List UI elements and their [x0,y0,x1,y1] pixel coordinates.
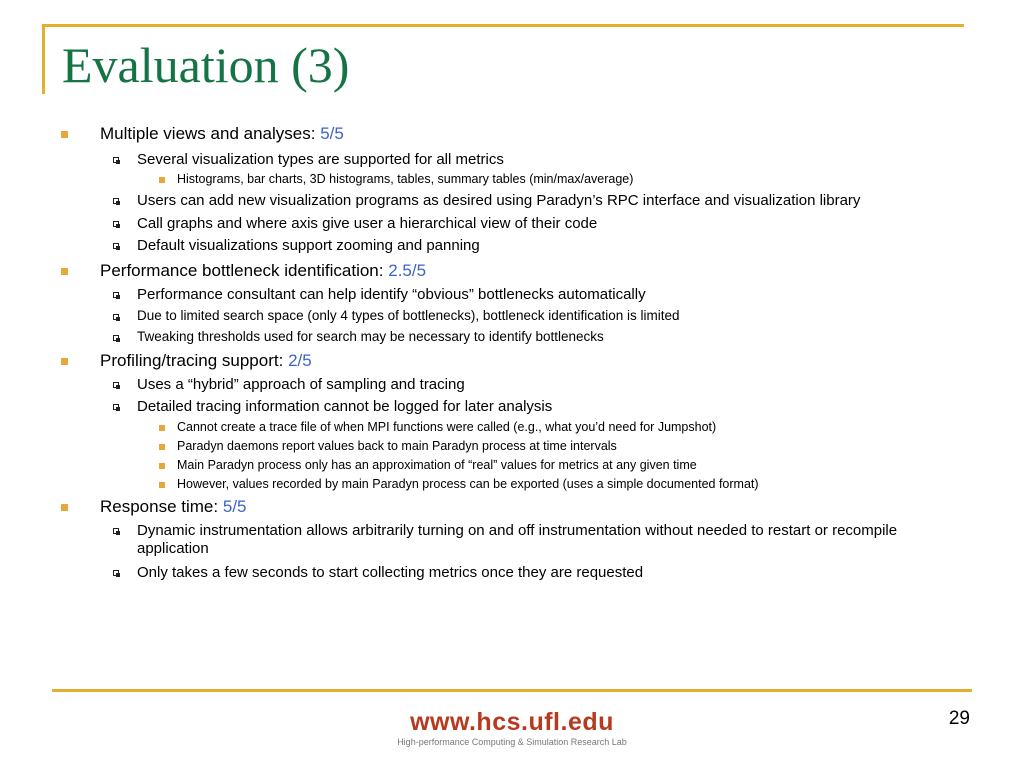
square-bullet-icon [159,425,165,431]
square-bullet-icon [61,358,68,365]
hollow-square-bullet-icon [113,382,119,388]
page-number: 29 [948,708,970,729]
score: 2/5 [288,351,312,370]
square-bullet-icon [61,131,68,138]
hollow-square-bullet-icon [113,292,119,298]
hollow-square-bullet-icon [113,221,119,227]
square-bullet-icon [159,463,165,469]
score: 5/5 [222,497,247,516]
hollow-square-bullet-icon [113,528,119,534]
frame-left-rule [42,24,45,94]
footer-url: www.hcs.ufl.edu [410,708,614,736]
square-bullet-icon [61,268,68,275]
hollow-square-bullet-icon [113,198,119,204]
frame-top-rule [42,24,964,27]
square-bullet-icon [159,444,165,450]
score: 5/5 [320,124,344,143]
hollow-square-bullet-icon [113,570,119,576]
score: 2.5/5 [388,261,427,280]
hollow-square-bullet-icon [113,404,119,410]
hollow-square-bullet-icon [113,335,119,341]
slide-title: Evaluation (3) [62,37,350,93]
square-bullet-icon [159,482,165,488]
footer-lab-name: High-performance Computing & Simulation Research Lab [397,737,627,747]
hollow-square-bullet-icon [113,243,119,249]
hollow-square-bullet-icon [113,314,119,320]
footer-rule [52,689,972,692]
square-bullet-icon [159,177,165,183]
square-bullet-icon [61,504,68,511]
hollow-square-bullet-icon [113,157,119,163]
